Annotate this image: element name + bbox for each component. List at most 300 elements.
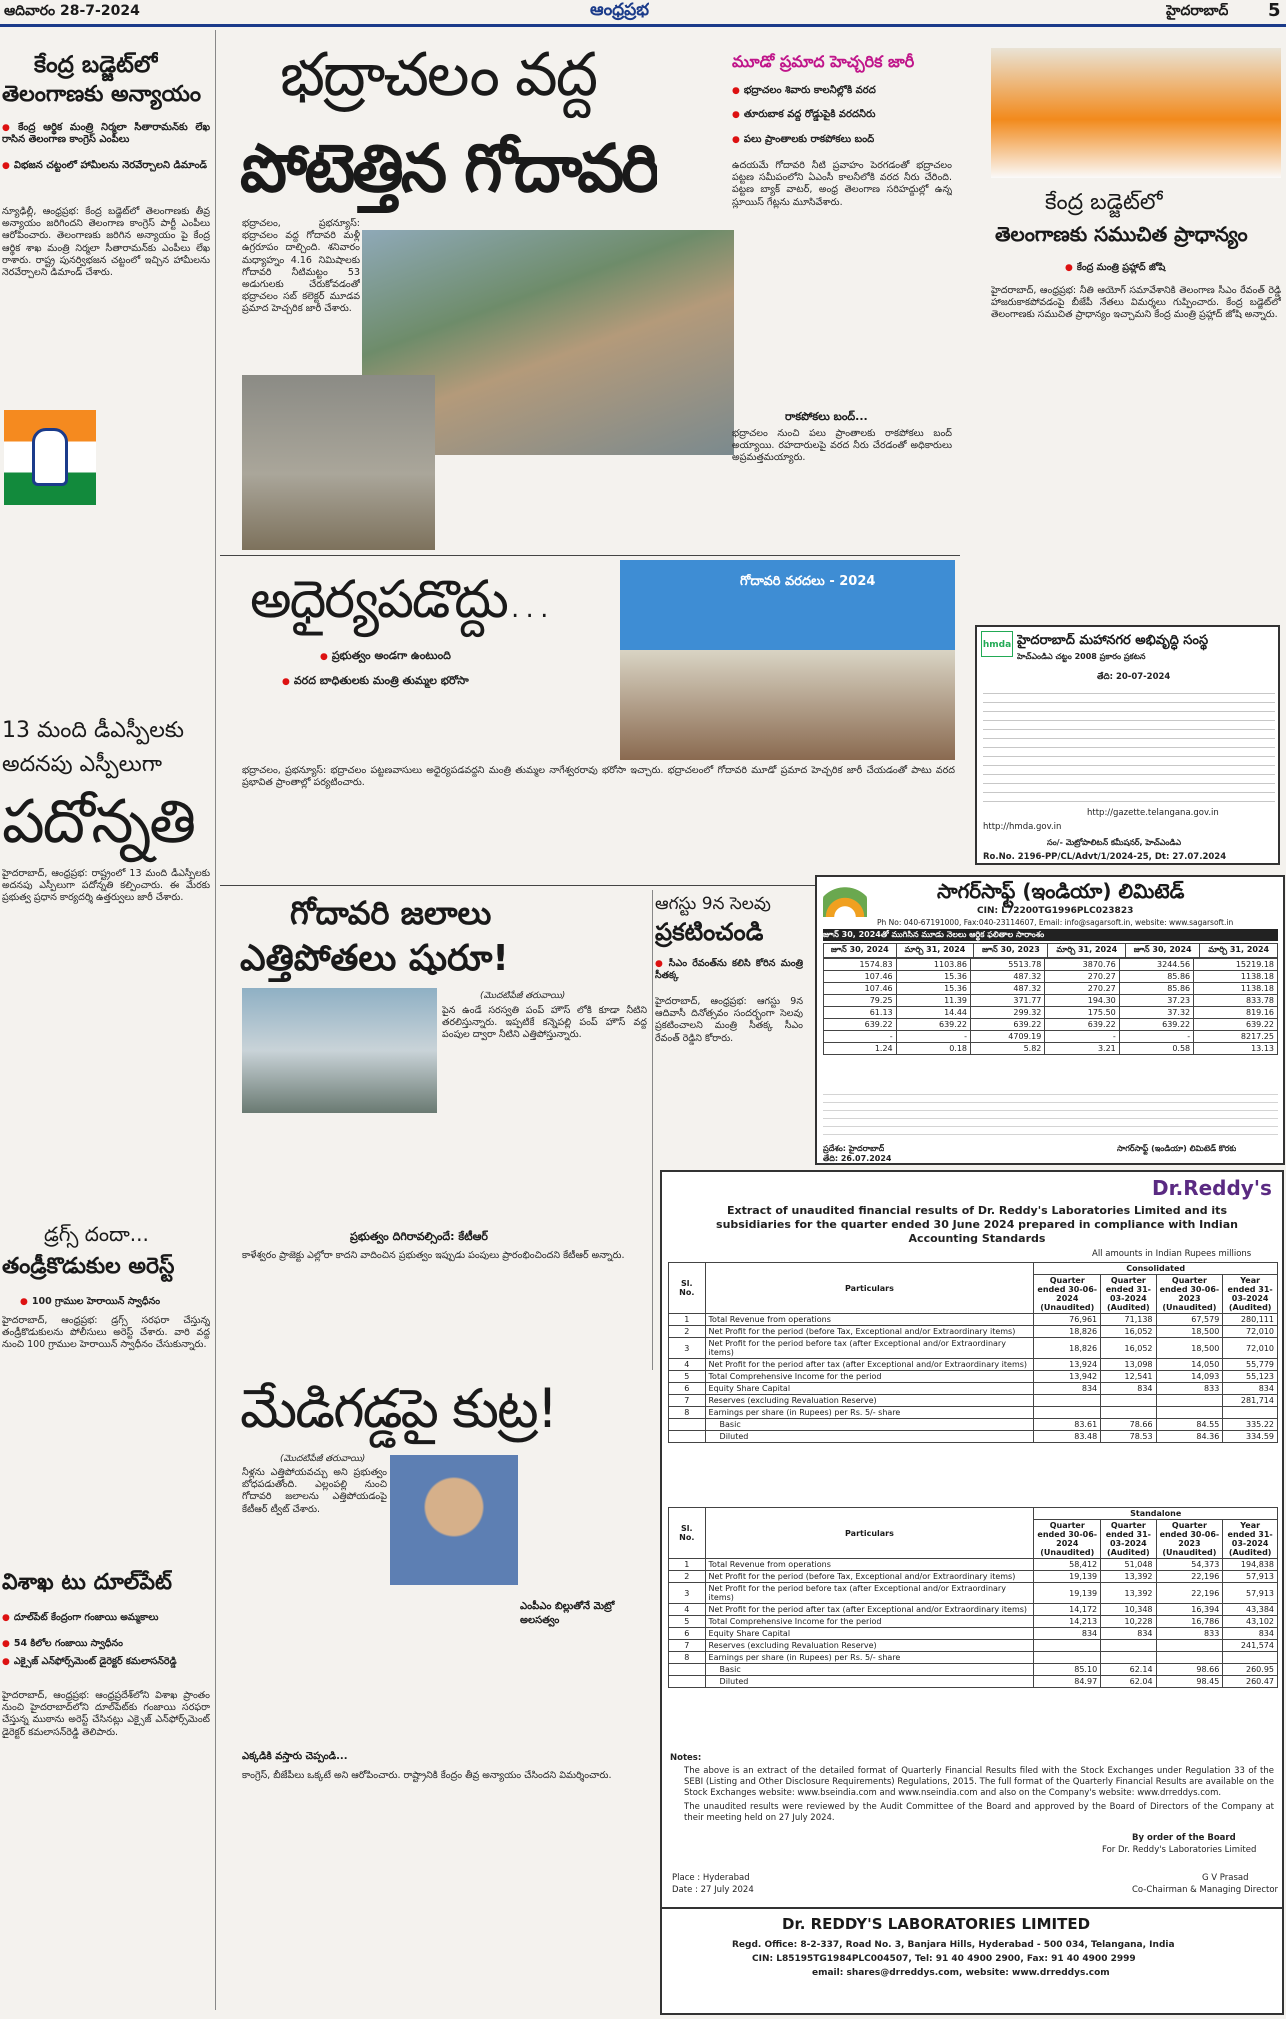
bjp-headline-1: కేంద్ర బడ్జెట్‌లో — [1045, 190, 1163, 215]
drreddys-footer-name: Dr. REDDY'S LABORATORIES LIMITED — [782, 1915, 1091, 1933]
table-cell: 15.36 — [896, 983, 970, 995]
sitakka-headline-2: ప్రకటించండి — [655, 918, 764, 946]
table-cell: - — [824, 1031, 897, 1043]
water-level-photo — [242, 375, 435, 550]
hmda-website-link[interactable]: http://hmda.gov.in — [983, 822, 1062, 832]
metro-subhead: ఎంపీఎం బిల్లుతోనే మెట్రో అలసత్వం — [520, 1601, 615, 1626]
table-cell — [1034, 1652, 1101, 1664]
row-particular: Net Profit for the period after tax (after Exceptional and/or Extraordinary items) — [705, 1359, 1034, 1371]
medigadda-story — [220, 1375, 650, 2015]
table-row — [669, 1419, 1278, 1431]
table-cell: 16,052 — [1101, 1338, 1156, 1359]
row-particular: Reserves (excluding Revaluation Reserve) — [705, 1395, 1034, 1407]
table-cell: - — [1119, 1031, 1193, 1043]
row-number — [669, 1419, 706, 1431]
table-cell: 834 — [1223, 1383, 1278, 1395]
table-cell: 1138.18 — [1194, 971, 1278, 983]
sagarsoft-col: మార్చి 31, 2024 — [1048, 944, 1126, 958]
table-cell: 3244.56 — [1119, 959, 1193, 971]
hmda-title: హైదరాబాద్ మహానగర అభివృద్ధి సంస్థ — [1017, 633, 1209, 648]
table-cell: 281,714 — [1223, 1395, 1278, 1407]
drreddys-for: For Dr. Reddy's Laboratories Limited — [1102, 1845, 1257, 1855]
drreddys-title: Extract of unaudited financial results of Dr. Reddy's Laboratories Limited and its subsidiaries for the quarter ended 30 June 2024 prepared in compliance with Indian Accounting Standards — [716, 1204, 1238, 1245]
table-cell: 107.46 — [824, 971, 897, 983]
row-particular: Net Profit for the period after tax (after Exceptional and/or Extraordinary items) — [705, 1604, 1034, 1616]
row-particular: Net Profit for the period before tax (after Exceptional and/or Extraordinary items) — [705, 1583, 1034, 1604]
table-cell: 5513.78 — [971, 959, 1045, 971]
table-cell: 58,412 — [1034, 1559, 1101, 1571]
table-cell: 55,779 — [1223, 1359, 1278, 1371]
table-cell: 85.10 — [1034, 1664, 1101, 1676]
medigadda-body-1: నీళ్లను ఎత్తిపోయవచ్చు అని ప్రభుత్వం బోధపడుతోంది. ఎల్లంపల్లి నుంచి గోదావరి జలాలను ఎత్తిపోయడంపై కేటీఆర్ ట్వీట్ చేశారు. — [242, 1467, 387, 1515]
drreddys-consolidated-table — [668, 1262, 1278, 1443]
table-cell: 16,052 — [1101, 1326, 1156, 1338]
lift-headline-1: గోదావరి జలాలు — [290, 894, 492, 932]
table-cell: 833 — [1156, 1628, 1223, 1640]
sagarsoft-col: జూన్ 30, 2024 — [1126, 944, 1200, 958]
table-row — [669, 1326, 1278, 1338]
row-particular: Net Profit for the period (before Tax, Exceptional and/or Extraordinary items) — [705, 1326, 1034, 1338]
dsp-headline-large: పదోన్నతి — [2, 787, 195, 857]
table-cell: 78.66 — [1101, 1419, 1156, 1431]
table-cell: 18,826 — [1034, 1338, 1101, 1359]
drugs-body: హైదరాబాద్, ఆంధ్రప్రభ: డ్రగ్స్ సరఫరా చేస్తున్న తండ్రీకొడుకులను పోలీసులు అరెస్ట్ చేశారు. వారి వద్ద నుంచి 100 గ్రాముల హెరాయిన్ స్వాధీనం చేసుకున్నారు. — [2, 1315, 210, 1351]
col-year: Year ended 31-03-2024 (Audited) — [1223, 1275, 1278, 1314]
main-story — [220, 30, 960, 550]
sagarsoft-place: ప్రదేశం: హైదరాబాద్ — [823, 1144, 885, 1153]
drreddys-date: Date : 27 July 2024 — [672, 1885, 754, 1895]
table-cell: 54,373 — [1156, 1559, 1223, 1571]
row-number: 7 — [669, 1640, 706, 1652]
table-cell: 371.77 — [971, 995, 1045, 1007]
table-row — [669, 1652, 1278, 1664]
table-cell: 14,093 — [1156, 1371, 1223, 1383]
table-row — [669, 1628, 1278, 1640]
table-cell: 76,961 — [1034, 1314, 1101, 1326]
table-cell: 834 — [1034, 1628, 1101, 1640]
row-particular: Equity Share Capital — [705, 1628, 1034, 1640]
table-row — [824, 1031, 1278, 1043]
row-number: 7 — [669, 1395, 706, 1407]
hmda-body — [983, 685, 1275, 805]
table-cell: 260.95 — [1223, 1664, 1278, 1676]
tummala-story — [220, 560, 960, 880]
issue-date: ఆదివారం 28-7-2024 — [4, 3, 140, 19]
table-cell: 72,010 — [1223, 1326, 1278, 1338]
table-row — [669, 1359, 1278, 1371]
table-cell: 84.55 — [1156, 1419, 1223, 1431]
table-cell: 639.22 — [824, 1019, 897, 1031]
table-row — [824, 1043, 1278, 1055]
table-cell: 11.39 — [896, 995, 970, 1007]
table-cell: 57,913 — [1223, 1571, 1278, 1583]
row-number: 2 — [669, 1326, 706, 1338]
row-number: 2 — [669, 1571, 706, 1583]
table-cell: 14,213 — [1034, 1616, 1101, 1628]
col-q2: Quarter ended 31-03-2024 (Audited) — [1101, 1520, 1156, 1559]
drreddys-footer-contact[interactable]: email: shares@drreddys.com, website: www.drreddys.com — [812, 1968, 1110, 1978]
table-cell: 487.32 — [971, 983, 1045, 995]
table-cell: 194.30 — [1045, 995, 1119, 1007]
main-body-right: ఉదయమే గోదావరి నీటి ప్రవాహం పెరగడంతో భద్రాచలం పట్టణ సమీపంలోని ఏఎంసీ కాలనీలోకి వరద నీరు చేరింది. పట్టణ బ్యాక్ వాటర్, అంధ్ర తెలంగాణ సరిహద్దుల్లో ఉన్న స్లూయిస్ గేట్లను మూసివేశారు. — [732, 160, 952, 208]
drreddys-signer: G V Prasad — [1202, 1873, 1249, 1883]
table-cell: 833.78 — [1194, 995, 1278, 1007]
table-cell: 71,138 — [1101, 1314, 1156, 1326]
table-row — [824, 995, 1278, 1007]
table-cell: 84.36 — [1156, 1431, 1223, 1443]
table-cell: 13,924 — [1034, 1359, 1101, 1371]
row-particular: Earnings per share (in Rupees) per Rs. 5/- share — [705, 1652, 1034, 1664]
table-row — [669, 1676, 1278, 1688]
table-cell: 1.24 — [824, 1043, 897, 1055]
sagarsoft-date: తేది: 26.07.2024 — [823, 1154, 892, 1163]
table-row — [669, 1407, 1278, 1419]
table-cell: 62.14 — [1101, 1664, 1156, 1676]
table-cell: 57,913 — [1223, 1583, 1278, 1604]
table-cell: 98.45 — [1156, 1676, 1223, 1688]
drreddys-signer-role: Co-Chairman & Managing Director — [1132, 1885, 1279, 1895]
table-cell: 98.66 — [1156, 1664, 1223, 1676]
table-cell: 1574.83 — [824, 959, 897, 971]
table-row — [669, 1559, 1278, 1571]
col-sl: Sl. No. — [669, 1508, 706, 1559]
drreddys-note-1: The above is an extract of the detailed format of Quarterly Financial Results filed with the Stock Exchanges under Regulation 33 of the SEBI (Listing and Other Disclosure Requirements) Regulations, 2015. The full format of the Quarterly Financial Results are available on the Stock Exchanges website: www.bseindia.com and www.nseindia.com and also on the Company's website: www.drreddys.com. — [684, 1766, 1274, 1798]
table-row — [669, 1604, 1278, 1616]
medigadda-byline: (మొదటిపేజీ తరువాయి) — [280, 1454, 366, 1464]
table-cell: 639.22 — [1119, 1019, 1193, 1031]
col-particulars: Particulars — [705, 1263, 1034, 1314]
table-cell: 12,541 — [1101, 1371, 1156, 1383]
row-number: 3 — [669, 1338, 706, 1359]
row-number: 1 — [669, 1314, 706, 1326]
table-cell: 14,050 — [1156, 1359, 1223, 1371]
table-cell — [1223, 1652, 1278, 1664]
table-cell: 72,010 — [1223, 1338, 1278, 1359]
table-row — [669, 1640, 1278, 1652]
row-number: 8 — [669, 1407, 706, 1419]
table-cell: 1103.86 — [896, 959, 970, 971]
table-cell: 639.22 — [971, 1019, 1045, 1031]
table-cell: 241,574 — [1223, 1640, 1278, 1652]
drreddys-units: All amounts in Indian Rupees millions — [1092, 1249, 1252, 1259]
hmda-notice — [975, 625, 1280, 865]
row-particular: Net Profit for the period (before Tax, Exceptional and/or Extraordinary items) — [705, 1571, 1034, 1583]
main-headline-1: భద్రాచలం వద్ద — [280, 40, 597, 110]
table-cell: 19,139 — [1034, 1571, 1101, 1583]
sagarsoft-ad — [815, 875, 1285, 1165]
table-cell: 299.32 — [971, 1007, 1045, 1019]
table-cell: 13.13 — [1194, 1043, 1278, 1055]
row-particular: Basic — [705, 1419, 1034, 1431]
vizag-bullet-2: ● 54 కిలోల గంజాయి స్వాధీనం — [2, 1638, 210, 1650]
table-cell: 270.27 — [1045, 983, 1119, 995]
table-cell: 79.25 — [824, 995, 897, 1007]
table-cell: 14.44 — [896, 1007, 970, 1019]
lift-story — [220, 890, 650, 1370]
table-cell: 334.59 — [1223, 1431, 1278, 1443]
sagarsoft-col: జూన్ 30, 2023 — [974, 944, 1048, 958]
table-cell: 107.46 — [824, 983, 897, 995]
table-cell: 78.53 — [1101, 1431, 1156, 1443]
drreddys-footer — [662, 1907, 1282, 2013]
sagarsoft-cin: CIN: L72200TG1996PLC023823 — [977, 906, 1134, 916]
table-cell: 194,838 — [1223, 1559, 1278, 1571]
sagarsoft-signature: సాగర్‌సాఫ్ట్ (ఇండియా) లిమిటెడ్ కొరకు — [1117, 1144, 1237, 1153]
main-headline-2: పోటెత్తిన గోదావరి — [240, 130, 658, 207]
tummala-bullet-2: ● వరద బాధితులకు మంత్రి తుమ్మల భరోసా — [282, 675, 582, 688]
main-kicker: మూడో ప్రమాద హెచ్చరిక జారీ — [732, 52, 915, 71]
sagarsoft-subtitle: జూన్ 30, 2024తో ముగిసిన మూడు నెలలు ఆర్థిక ఫలితాల సారాంశం — [823, 929, 1278, 941]
table-cell: 55,123 — [1223, 1371, 1278, 1383]
newspaper-logo: ఆంధ్రప్రభ — [590, 0, 650, 20]
table-cell: 67,579 — [1156, 1314, 1223, 1326]
table-cell: 18,500 — [1156, 1338, 1223, 1359]
hand-icon — [32, 428, 68, 486]
table-cell: 335.22 — [1223, 1419, 1278, 1431]
drugs-bullet: ● 100 గ్రాముల హెరాయిన్ స్వాధీనం — [20, 1296, 210, 1308]
col-particulars: Particulars — [705, 1508, 1034, 1559]
main-body-traffic: భద్రాచలం నుంచి పలు ప్రాంతాలకు రాకపోకలు బంద్ అయ్యాయి. రహదారులపై వరద నీరు చేరడంతో అధికారులు అప్రమత్తమయ్యారు. — [732, 428, 952, 464]
table-cell: 22,196 — [1156, 1571, 1223, 1583]
row-particular: Basic — [705, 1664, 1034, 1676]
table-cell: 260.47 — [1223, 1676, 1278, 1688]
table-row — [824, 983, 1278, 995]
table-cell: 37.32 — [1119, 1007, 1193, 1019]
col-year: Year ended 31-03-2024 (Audited) — [1223, 1520, 1278, 1559]
consolidated-label: Consolidated — [1034, 1263, 1278, 1275]
table-cell: 10,348 — [1101, 1604, 1156, 1616]
story-bullet-1: ● కేంద్ర ఆర్థిక మంత్రి నిర్మలా సీతారామన్‌కు లేఖ రాసిన తెలంగాణ కాంగ్రెస్ ఎంపీలు — [2, 122, 210, 146]
dsp-body: హైదరాబాద్, ఆంధ్రప్రభ: రాష్ట్రంలో 13 మంది డీఎస్పీలకు అదనపు ఎస్పీలుగా పదోన్నతి కల్పించారు. ఈ మేరకు ప్రభుత్వ ప్రధాన కార్యదర్శి ఉత్తర్వులు జారీ చేశారు. — [2, 868, 210, 904]
table-cell: 51,048 — [1101, 1559, 1156, 1571]
table-cell: 62.04 — [1101, 1676, 1156, 1688]
hmda-signature: సం/- మెట్రోపాలిటన్ కమీషనర్, హెచ్ఎండిఎ — [1047, 838, 1182, 847]
story-body-1b — [100, 410, 210, 640]
table-cell — [1034, 1407, 1101, 1419]
row-number: 8 — [669, 1652, 706, 1664]
bjp-leaders-photo — [991, 48, 1281, 178]
table-cell — [1156, 1640, 1223, 1652]
dsp-headline: 13 మంది డీఎస్పీలకు అదనపు ఎస్పీలుగా — [2, 718, 184, 777]
sagarsoft-data — [823, 958, 1278, 1055]
main-body-left: భద్రాచలం, ప్రభన్యూస్: భద్రాచలం వద్ద గోదావరి మళ్లీ ఉగ్రరూపం దాల్చింది. శనివారం మధ్యాహ్నం 4.16 నిమిషాలకు గోదావరి నీటిమట్టం 53 అడుగులకు చేరుకోవడంతో భద్రాచలం సబ్ కలెక్టర్ మూడవ ప్రమాద హెచ్చరిక జారీ చేశారు. — [242, 218, 360, 315]
drreddys-footer-address: Regd. Office: 8-2-337, Road No. 3, Banjara Hills, Hyderabad - 500 034, Telangana, India — [732, 1940, 1175, 1950]
table-cell — [1034, 1640, 1101, 1652]
kicker-bullet-1: ● భద్రాచలం శివారు కాలనీల్లోకి వరద — [732, 85, 947, 97]
hmda-logo: hmda — [981, 631, 1013, 657]
sagarsoft-header-row — [824, 944, 1278, 958]
row-particular: Net Profit for the period before tax (after Exceptional and/or Extraordinary items) — [705, 1338, 1034, 1359]
column-divider-1 — [215, 30, 216, 2010]
table-cell: 5.82 — [971, 1043, 1045, 1055]
standalone-rows — [669, 1559, 1278, 1688]
table-cell: 83.48 — [1034, 1431, 1101, 1443]
row-number — [669, 1664, 706, 1676]
ktr-body: కాళేశ్వరం ప్రాజెక్టు ఎల్లోరా కాదని వాదించిన ప్రభుత్వం ఇప్పుడు పంపులు ప్రారంభించిందని కేటీఆర్ అన్నారు. — [242, 1250, 625, 1261]
sagarsoft-table — [823, 943, 1278, 1055]
table-row — [669, 1314, 1278, 1326]
column-divider-2 — [652, 890, 653, 1370]
table-cell: 15219.18 — [1194, 959, 1278, 971]
table-cell: 834 — [1223, 1628, 1278, 1640]
story-headline-2: తెలంగాణకు అన్యాయం — [2, 82, 202, 107]
lift-byline: (మొదటిపేజీ తరువాయి) — [480, 991, 566, 1001]
standalone-label: Standalone — [1034, 1508, 1278, 1520]
table-cell: 487.32 — [971, 971, 1045, 983]
table-cell: 834 — [1101, 1628, 1156, 1640]
row-number: 4 — [669, 1359, 706, 1371]
table-cell: 61.13 — [824, 1007, 897, 1019]
table-cell: 18,500 — [1156, 1326, 1223, 1338]
row-number: 6 — [669, 1383, 706, 1395]
medigadda-body-2: కాంగ్రెస్, బీజేపీలు ఒక్కటే అని ఆరోపించారు. రాష్ట్రానికి కేంద్రం తీవ్ర అన్యాయం చేసిందని విమర్శించారు. — [242, 1770, 612, 1781]
subhead-traffic: రాకపోకలు బంద్... — [785, 410, 868, 423]
drreddys-note-2: The unaudited results were reviewed by the Audit Committee of the Board and approved by the Board of Directors of the Company at their meeting held on 27 July 2024. — [684, 1802, 1274, 1823]
table-cell: 13,392 — [1101, 1571, 1156, 1583]
table-cell: 1138.18 — [1194, 983, 1278, 995]
row-particular: Total Revenue from operations — [705, 1314, 1034, 1326]
drreddys-ad — [660, 1170, 1284, 2015]
story-headline-1: కేంద్ర బడ్జెట్‌లో — [34, 52, 158, 78]
col-q1: Quarter ended 30-06-2024 (Unaudited) — [1034, 1520, 1101, 1559]
col-q1: Quarter ended 30-06-2024 (Unaudited) — [1034, 1275, 1101, 1314]
col-q3: Quarter ended 30-06-2023 (Unaudited) — [1156, 1275, 1223, 1314]
rule-main — [220, 555, 960, 556]
table-row — [669, 1371, 1278, 1383]
drreddys-notes-label: Notes: — [670, 1753, 702, 1763]
table-cell: 13,942 — [1034, 1371, 1101, 1383]
hmda-notice-line: హెచ్ఎండిఎ చట్టం 2008 ప్రకారం ప్రకటన — [1017, 652, 1146, 661]
table-cell — [1156, 1407, 1223, 1419]
ktr-photo — [390, 1455, 518, 1585]
hmda-date: తేది: 20-07-2024 — [1097, 672, 1171, 682]
table-cell — [1223, 1407, 1278, 1419]
col-sl: Sl. No. — [669, 1263, 706, 1314]
tummala-headline: అధైర్యపడొద్దు... — [250, 570, 551, 630]
table-cell: 83.61 — [1034, 1419, 1101, 1431]
table-cell: - — [1045, 1031, 1119, 1043]
table-cell: 270.27 — [1045, 971, 1119, 983]
tummala-body: భద్రాచలం, ప్రభన్యూస్: భద్రాచలం పట్టణవాసులు అధైర్యపడవద్దని మంత్రి తుమ్మల నాగేశ్వరరావు భరోసా ఇచ్చారు. భద్రాచలంలో గోదావరి మూడో ప్రమాద హెచ్చరిక జారీ చేయడంతో పాటు వరద ప్రభావిత ప్రాంతాల్లో పర్యటించారు. — [242, 765, 955, 789]
left-column — [2, 30, 212, 2015]
row-number — [669, 1431, 706, 1443]
table-cell: 639.22 — [1194, 1019, 1278, 1031]
table-cell: 3.21 — [1045, 1043, 1119, 1055]
vizag-bullet-1: ● దూల్‌పేట్ కేంద్రంగా గంజాయి అమ్మకాలు — [2, 1612, 210, 1624]
hmda-gazette-link[interactable]: http://gazette.telangana.gov.in — [1087, 808, 1219, 818]
table-cell: 0.58 — [1119, 1043, 1193, 1055]
congress-logo — [4, 410, 96, 505]
row-number: 5 — [669, 1371, 706, 1383]
masthead — [0, 0, 1286, 24]
table-row — [669, 1431, 1278, 1443]
row-particular: Total Comprehensive Income for the period — [705, 1616, 1034, 1628]
table-cell: 19,139 — [1034, 1583, 1101, 1604]
table-cell: 16,394 — [1156, 1604, 1223, 1616]
col-q3: Quarter ended 30-06-2023 (Unaudited) — [1156, 1520, 1223, 1559]
table-cell: 13,392 — [1101, 1583, 1156, 1604]
table-cell: 16,786 — [1156, 1616, 1223, 1628]
table-row — [669, 1338, 1278, 1359]
col-q2: Quarter ended 31-03-2024 (Audited) — [1101, 1275, 1156, 1314]
table-cell: 13,098 — [1101, 1359, 1156, 1371]
row-number: 5 — [669, 1616, 706, 1628]
table-row — [824, 971, 1278, 983]
drreddys-place: Place : Hyderabad — [672, 1873, 750, 1883]
where-subhead: ఎక్కడికి వస్తారు చెప్పండి... — [242, 1751, 348, 1762]
table-cell: 0.18 — [896, 1043, 970, 1055]
drreddys-standalone-table — [668, 1507, 1278, 1688]
table-row — [669, 1616, 1278, 1628]
story-bullet-2: ● విభజన చట్టంలో హామీలను నెరవేర్చాలని డిమాండ్ — [2, 160, 210, 172]
banner-text: గోదావరి వరదలు - 2024 — [740, 574, 876, 589]
medigadda-headline: మేడిగడ్డపై కుట్ర! — [240, 1377, 557, 1440]
kicker-bullet-3: ● పలు ప్రాంతాలకు రాకపోకలు బంద్ — [732, 134, 947, 146]
drreddys-logo: Dr.Reddy's — [1152, 1176, 1272, 1200]
sagarsoft-col: మార్చి 31, 2024 — [896, 944, 974, 958]
table-row — [669, 1571, 1278, 1583]
ktr-subhead: ప్రభుత్వం దిగిరావ‌ల్సిందే: కేటీఆర్ — [350, 1230, 488, 1243]
sitakka-headline-1: ఆగస్టు 9న సెలవు — [655, 894, 771, 914]
table-cell — [1156, 1652, 1223, 1664]
table-cell: 37.23 — [1119, 995, 1193, 1007]
row-number — [669, 1676, 706, 1688]
table-cell: 834 — [1101, 1383, 1156, 1395]
table-row — [669, 1383, 1278, 1395]
table-cell — [1156, 1395, 1223, 1407]
table-row — [824, 1007, 1278, 1019]
table-cell: 14,172 — [1034, 1604, 1101, 1616]
table-cell: 639.22 — [896, 1019, 970, 1031]
table-row — [669, 1395, 1278, 1407]
story-body-1: న్యూఢిల్లీ, ఆంధ్రప్రభ: కేంద్ర బడ్జెట్‌లో తెలంగాణకు తీవ్ర అన్యాయం జరిగిందని తెలంగాణ కాంగ్రెస్ పార్టీ ఎంపీలు ఆరోపించారు. తెలంగాణకు జరిగిన అన్యాయం పై కేంద్ర ఆర్థిక శాఖ మంత్రి నిర్మలా సీతారామన్‌కు ఎంపీలు లేఖ రాశారు. రాష్ట్ర పునర్విభజన చట్టంలో ఇచ్చిన హామీలను నెరవేర్చాలని డిమాండ్ చేశారు. — [2, 206, 210, 279]
table-cell: 4709.19 — [971, 1031, 1045, 1043]
sagarsoft-contact: Ph No: 040-67191000, Fax:040-23114607, Email: info@sagarsoft.in, website: www.sagarsoft.in — [877, 918, 1234, 927]
sagarsoft-title: సాగర్‌సాఫ్ట్ (ఇండియా) లిమిటెడ్ — [937, 879, 1185, 903]
sagarsoft-notes — [823, 1087, 1278, 1142]
drugs-headline-2: తండ్రీకొడుకుల అరెస్ట్ — [2, 1254, 175, 1279]
sitakka-body: హైదరాబాద్, ఆంధ్రప్రభ: ఆగస్టు 9న ఆదివాసీ దినోత్సవం సందర్భంగా సెలవు ప్రకటించాలని మంత్రి సీతక్క సీఎం రేవంత్ రెడ్డిని కోరారు. — [655, 996, 803, 1044]
table-cell: 833 — [1156, 1383, 1223, 1395]
table-cell: 834 — [1034, 1383, 1101, 1395]
sagarsoft-col: మార్చి 31, 2024 — [1200, 944, 1278, 958]
table-row — [824, 959, 1278, 971]
sagarsoft-logo — [823, 881, 867, 917]
hmda-ro-number: Ro.No. 2196-PP/CL/Advt/1/2024-25, Dt: 27.07.2024 — [983, 852, 1227, 862]
bjp-story — [965, 30, 1285, 610]
row-number: 6 — [669, 1628, 706, 1640]
table-cell: 639.22 — [1045, 1019, 1119, 1031]
lift-body: పైన ఉండే సరస్వతి పంప్ హౌస్ లోకి కూడా నీటిని తరలిస్తున్నారు. ఇప్పటికే కన్నెపల్లి పంప్ హౌస్ వద్ద పంపుల ద్వారా నీటిని ఎత్తిపోస్తున్నారు. — [442, 1005, 647, 1041]
press-meet-photo — [620, 560, 955, 760]
row-particular: Diluted — [705, 1431, 1034, 1443]
row-number: 1 — [669, 1559, 706, 1571]
vizag-bullet-3: ● ఎక్సైజ్ ఎన్‌ఫోర్స్‌మెంట్ డైరెక్టర్ కమలాసన్‌రెడ్డి — [2, 1656, 210, 1668]
row-particular: Total Comprehensive Income for the period — [705, 1371, 1034, 1383]
table-row — [669, 1583, 1278, 1604]
sitakka-bullet: ● సీఎం రేవంత్‌ను కలిసి కోరిన మంత్రి సీతక్క — [655, 958, 803, 982]
table-cell: 84.97 — [1034, 1676, 1101, 1688]
tummala-bullet-1: ● ప్రభుత్వం అండగా ఉంటుంది — [320, 650, 580, 663]
table-cell — [1101, 1652, 1156, 1664]
table-cell — [1034, 1395, 1101, 1407]
table-cell: 175.50 — [1045, 1007, 1119, 1019]
table-cell: 43,384 — [1223, 1604, 1278, 1616]
table-row — [824, 1019, 1278, 1031]
vizag-body: హైదరాబాద్, ఆంధ్రప్రభ: ఆంధ్రప్రదేశ్‌లోని విశాఖ ప్రాంతం నుంచి హైదరాబాద్‌లోని దూల్‌పేట్‌కు గంజాయి సరఫరా చేస్తున్న ముఠాను అరెస్ట్ చేసినట్లు ఎక్సైజ్ ఎన్‌ఫోర్స్‌మెంట్ డైరెక్టర్ కమలాసన్‌రెడ్డి తెలిపారు. — [2, 1690, 210, 1738]
drreddys-footer-cin: CIN: L85195TG1984PLC004507, Tel: 91 40 4900 2900, Fax: 91 40 4900 2999 — [752, 1954, 1136, 1964]
row-particular: Reserves (excluding Revaluation Reserve) — [705, 1640, 1034, 1652]
